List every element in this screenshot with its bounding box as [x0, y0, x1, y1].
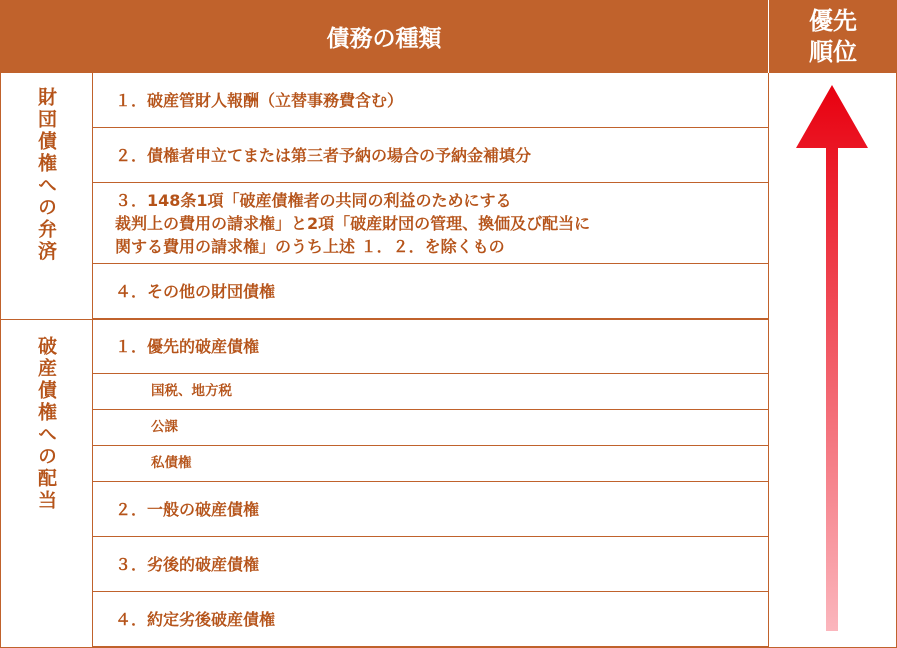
row-text: 国税、地方税 — [151, 383, 232, 399]
header-priority-line1: 優先 — [809, 6, 857, 35]
group-bankruptcy-claims — [1, 319, 93, 648]
priority-column — [768, 73, 897, 648]
row-text: ２．一般の破産債権 — [115, 499, 260, 519]
table-row — [93, 592, 769, 647]
table-row — [93, 374, 769, 410]
row-text: ３．劣後的破産債権 — [115, 554, 260, 574]
row-text: １．破産管財人報酬（立替事務費含む） — [115, 90, 404, 110]
row-text: ４．その他の財団債権 — [115, 281, 276, 301]
group-label: 財団債権への弁済 — [35, 87, 57, 263]
header-priority-line2: 順位 — [809, 37, 857, 66]
row-text: １．優先的破産債権 — [115, 337, 260, 356]
row-text: ３．148条1項「破産債権者の共同の利益のためにする 裁判上の費用の請求権」と2項「破産財団の管理、換価及び配当に 関する費用の請求権」のうち上述 １．２．を除くもの — [115, 190, 591, 256]
row-text: ４．約定劣後破産債権 — [115, 609, 276, 629]
header-debt-type — [0, 0, 768, 73]
row-text: 私債権 — [151, 455, 192, 471]
table-row — [93, 537, 769, 592]
priority-arrow-icon — [769, 73, 896, 648]
row-text: ２．債権者申立てまたは第三者予納の場合の予納金補填分 — [115, 145, 532, 165]
group-label: 破産債権への配当 — [35, 336, 57, 512]
group-estate-claims — [1, 73, 93, 319]
table-row — [93, 264, 769, 319]
table-row — [93, 183, 769, 264]
table-row — [93, 128, 769, 183]
header-priority — [769, 0, 897, 73]
table-row — [93, 446, 769, 482]
table-row — [93, 482, 769, 537]
table-row — [93, 73, 769, 128]
table-row — [93, 319, 769, 374]
table-body — [0, 73, 769, 648]
header-title: 債務の種類 — [326, 26, 442, 52]
table-row — [93, 410, 769, 446]
row-text: 公課 — [151, 419, 178, 435]
